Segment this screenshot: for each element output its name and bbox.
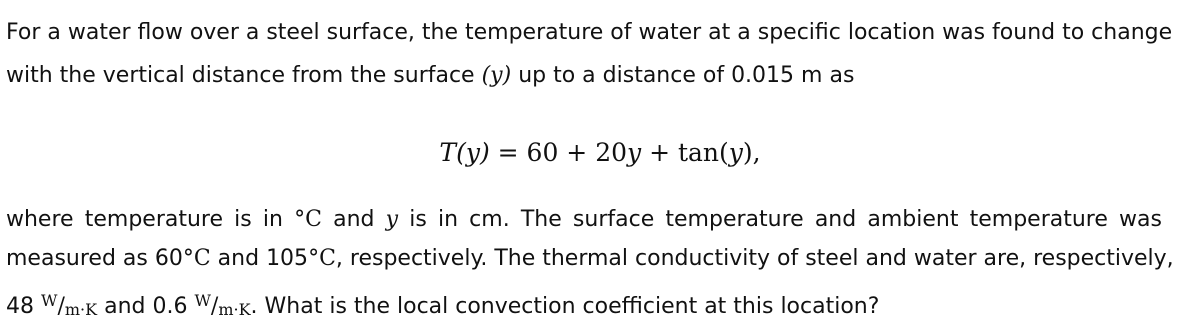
equation-rhs: = 60 + 20 — [489, 138, 628, 167]
problem-line-2 — [6, 61, 854, 91]
unit-slash: / — [57, 294, 65, 319]
line4-text-mid: and 105 — [210, 246, 309, 271]
equation-tan-variable: y — [728, 138, 743, 167]
equation-end: ), — [742, 138, 761, 167]
line3-text-mid: and — [321, 207, 386, 232]
equation-rhs-tail: + tan( — [641, 138, 729, 167]
line3-text-post: is in cm. The surface temperature and ambient temperature was — [398, 207, 1162, 232]
equation-rhs-variable: y — [627, 138, 642, 167]
problem-line-4 — [6, 244, 1174, 274]
conductivity-unit-steel — [41, 291, 98, 319]
unit-denominator: m·K — [218, 300, 251, 319]
line5-text-pre: 48 — [6, 294, 41, 319]
problem-line-1 — [6, 18, 1173, 48]
equation-argument: (y) — [456, 138, 490, 167]
line4-unit-1: °C — [182, 246, 211, 271]
line2-variable: (y) — [481, 63, 512, 88]
line2-text-post: up to a distance of 0.015 m as — [511, 63, 855, 88]
equation-function: T — [439, 138, 457, 167]
line3-unit: °C — [294, 207, 322, 232]
problem-line-5 — [6, 286, 879, 325]
line5-text-mid: and 0.6 — [97, 294, 195, 319]
line3-text-pre: where temperature is in — [6, 207, 295, 232]
line2-text-pre: with the vertical distance from the surface — [6, 63, 482, 88]
line4-text-pre: measured as 60 — [6, 246, 183, 271]
unit-numerator: W — [194, 291, 211, 310]
unit-slash: / — [210, 294, 219, 319]
line5-text-post: . What is the local convection coefficient at this location? — [250, 294, 880, 319]
conductivity-unit-water — [194, 291, 251, 319]
unit-denominator: m·K — [64, 300, 98, 319]
line1-text: For a water flow over a steel surface, the temperature of water at a specific location was found to change — [6, 20, 1173, 45]
line4-unit-2: °C — [308, 246, 336, 271]
line3-variable: y — [385, 207, 399, 232]
problem-line-3 — [6, 205, 1162, 235]
line4-text-post: , respectively. The thermal conductivity of steel and water are, respectively, — [335, 246, 1174, 271]
unit-numerator: W — [41, 291, 58, 310]
temperature-equation — [0, 136, 1200, 170]
